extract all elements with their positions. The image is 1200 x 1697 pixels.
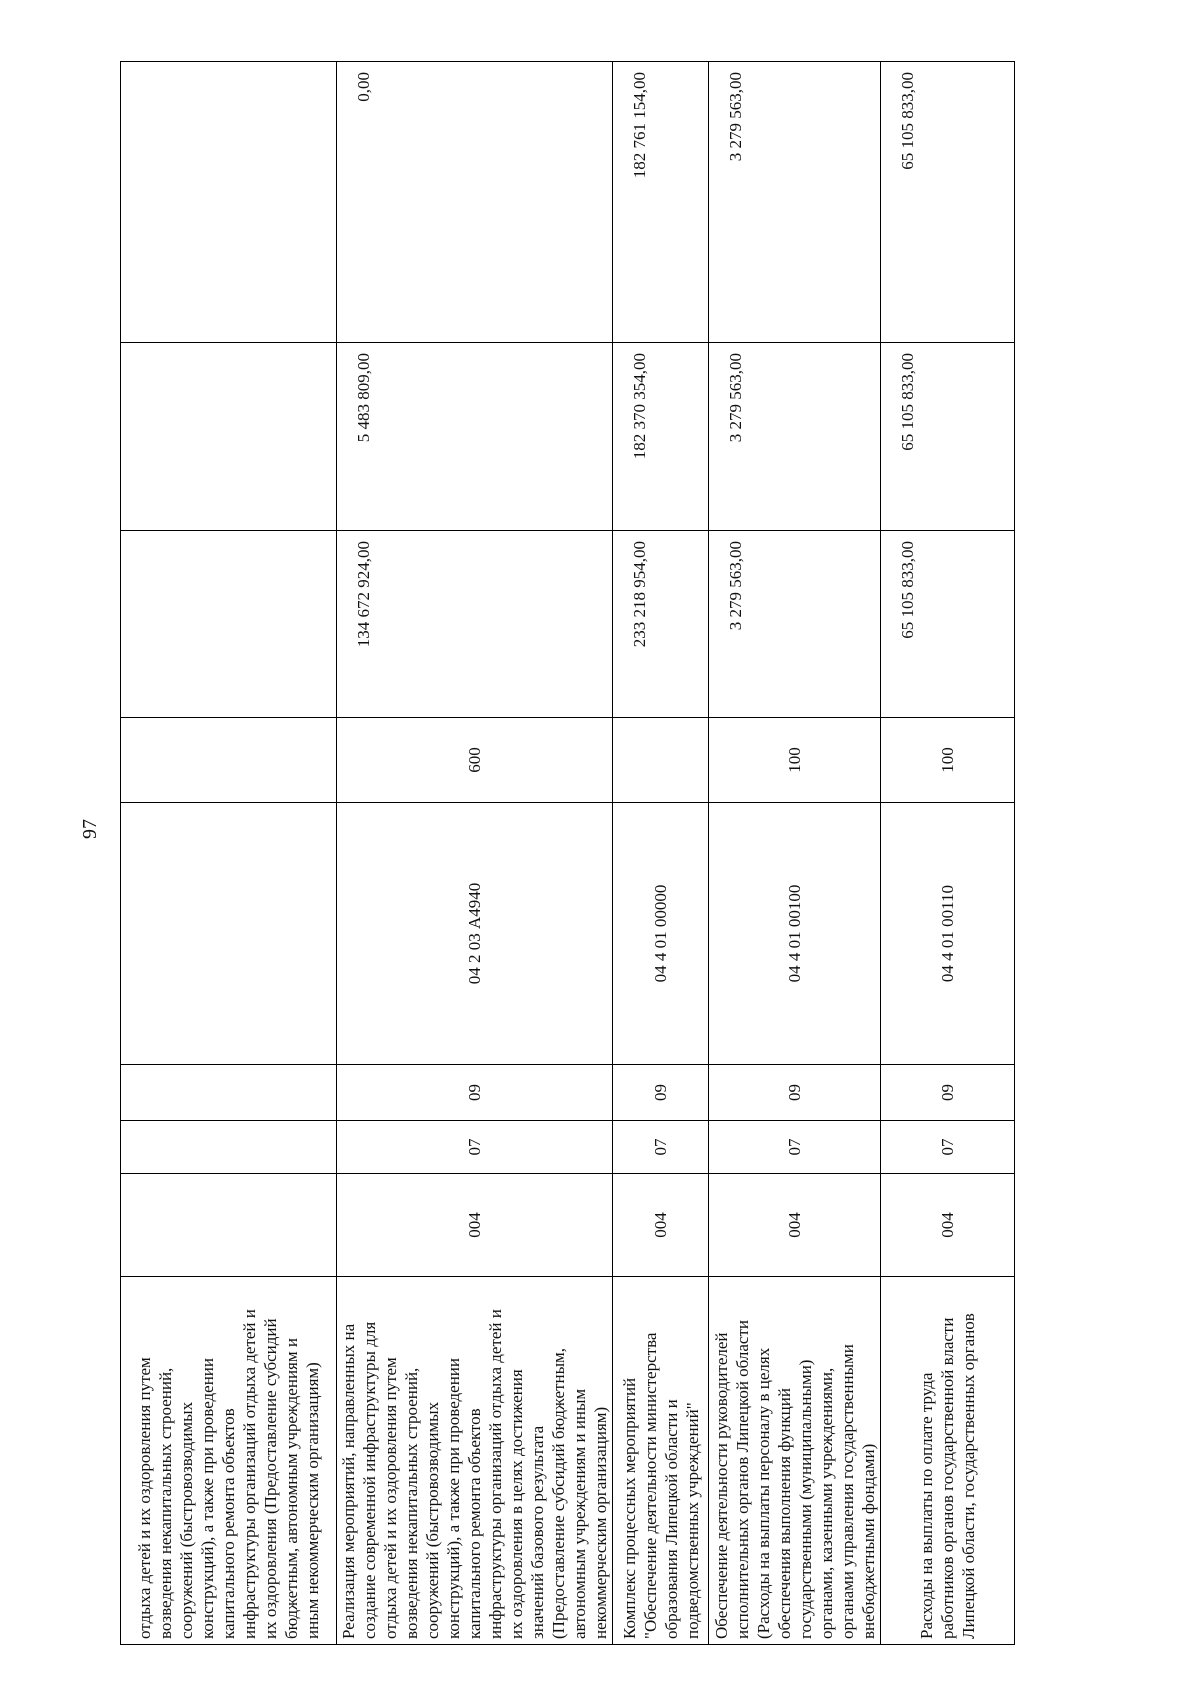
- description-line: Реализация мероприятий, направленных на: [339, 1323, 358, 1639]
- description-line: их оздоровления в целях достижения: [507, 1369, 526, 1639]
- description-line: Расходы на выплаты по оплате труда: [917, 1372, 936, 1639]
- page-number: 97: [78, 819, 101, 839]
- description-line: Комплекс процессных мероприятий: [619, 1377, 639, 1639]
- description-line: инфраструктуры организаций отдыха детей и: [240, 1309, 259, 1639]
- description-line: (Расходы на выплаты персоналу в целях: [753, 1347, 773, 1639]
- description-line: капитального ремонта объектов: [219, 1408, 238, 1639]
- section-code-cell: 07: [881, 1121, 1015, 1174]
- section-code-cell: 07: [709, 1121, 881, 1174]
- table-row: [613, 62, 709, 1645]
- amount-year2-cell: 182 370 354,00: [613, 343, 709, 531]
- description-cell: [881, 1277, 1015, 1645]
- target-article-cell: 04 4 01 00000: [613, 803, 709, 1065]
- expense-type-cell: 100: [709, 718, 881, 803]
- expense-type-cell: 600: [337, 718, 613, 803]
- subsection-code-cell: 09: [881, 1065, 1015, 1121]
- amount-year3-cell: 65 105 833,00: [881, 62, 1015, 343]
- amount-year3-cell: 0,00: [337, 62, 613, 343]
- amount-year2-cell: 65 105 833,00: [881, 343, 1015, 531]
- ministry-code-cell: 004: [709, 1174, 881, 1277]
- description-line: возведения некапитальных строений,: [402, 1367, 421, 1639]
- amount-year1-cell: [121, 531, 337, 718]
- section-code-cell: 07: [613, 1121, 709, 1174]
- ministry-code-cell: [121, 1174, 337, 1277]
- target-article-cell: 04 2 03 А4940: [337, 803, 613, 1065]
- description-line: обеспечения выполнения функций: [774, 1388, 794, 1639]
- amount-year1-cell: 3 279 563,00: [709, 531, 881, 718]
- section-code-cell: [121, 1121, 337, 1174]
- description-line: инфраструктуры организаций отдыха детей и: [486, 1309, 505, 1639]
- amount-year2-cell: 5 483 809,00: [337, 343, 613, 531]
- description-line: сооружений (быстровозводимых: [423, 1401, 442, 1639]
- description-cell: [613, 1277, 709, 1645]
- description-line: капитального ремонта объектов: [465, 1408, 484, 1639]
- target-article-cell: 04 4 01 00100: [709, 803, 881, 1065]
- target-article-cell: 04 4 01 00110: [881, 803, 1015, 1065]
- table-row: [881, 62, 1015, 1645]
- description-line: некоммерческим организациям): [591, 1406, 610, 1639]
- amount-year3-cell: 182 761 154,00: [613, 62, 709, 343]
- budget-table-wrapper: [120, 62, 1006, 1645]
- amount-year2-cell: [121, 343, 337, 531]
- subsection-code-cell: 09: [613, 1065, 709, 1121]
- section-code-cell: 07: [337, 1121, 613, 1174]
- description-line: возведения некапитальных строений,: [156, 1367, 175, 1639]
- amount-year1-cell: 134 672 924,00: [337, 531, 613, 718]
- description-line: "Обеспечение деятельности министерства: [640, 1332, 660, 1639]
- amount-year1-cell: 65 105 833,00: [881, 531, 1015, 718]
- description-line: работников органов государственной власти: [938, 1317, 957, 1639]
- description-line: государственными (муниципальными): [795, 1359, 815, 1639]
- description-line: значений базового результата: [528, 1425, 547, 1639]
- table-row: [337, 62, 613, 1645]
- description-line: Липецкой области, государственных органов: [959, 1313, 978, 1639]
- description-line: органами управления государственными: [837, 1344, 857, 1639]
- amount-year1-cell: 233 218 954,00: [613, 531, 709, 718]
- description-cell: [121, 1277, 337, 1645]
- description-line: органами, казенными учреждениями,: [816, 1367, 836, 1639]
- target-article-cell: [121, 803, 337, 1065]
- description-line: создание современной инфраструктуры для: [360, 1321, 379, 1639]
- description-line: (Предоставление субсидий бюджетным,: [549, 1347, 568, 1639]
- description-line: внебюджетными фондами): [858, 1443, 878, 1639]
- description-cell: [709, 1277, 881, 1645]
- description-cell: [337, 1277, 613, 1645]
- description-line: бюджетным, автономным учреждениям и: [282, 1338, 301, 1639]
- expense-type-cell: 100: [881, 718, 1015, 803]
- description-line: подведомственных учреждений": [682, 1402, 702, 1639]
- description-line: Обеспечение деятельности руководителей: [711, 1332, 731, 1639]
- description-line: их оздоровления (Предоставление субсидий: [261, 1318, 280, 1639]
- description-line: исполнительных органов Липецкой области: [732, 1319, 752, 1639]
- budget-table: [120, 61, 1015, 1645]
- ministry-code-cell: 004: [613, 1174, 709, 1277]
- description-line: иным некоммерческим организациям): [303, 1362, 322, 1639]
- description-line: отдыха детей и их оздоровления путем: [135, 1357, 154, 1639]
- description-line: автономным учреждениям и иным: [570, 1388, 589, 1639]
- subsection-code-cell: 09: [709, 1065, 881, 1121]
- expense-type-cell: [613, 718, 709, 803]
- amount-year2-cell: 3 279 563,00: [709, 343, 881, 531]
- description-line: конструкций), а также при проведении: [444, 1358, 463, 1639]
- description-line: конструкций), а также при проведении: [198, 1358, 217, 1639]
- description-line: сооружений (быстровозводимых: [177, 1401, 196, 1639]
- ministry-code-cell: 004: [337, 1174, 613, 1277]
- description-line: отдыха детей и их оздоровления путем: [381, 1357, 400, 1639]
- amount-year3-cell: 3 279 563,00: [709, 62, 881, 343]
- expense-type-cell: [121, 718, 337, 803]
- table-body: [121, 62, 1015, 1645]
- table-row: [121, 62, 337, 1645]
- table-row: [709, 62, 881, 1645]
- amount-year3-cell: [121, 62, 337, 343]
- ministry-code-cell: 004: [881, 1174, 1015, 1277]
- description-line: образования Липецкой области и: [661, 1399, 681, 1639]
- subsection-code-cell: 09: [337, 1065, 613, 1121]
- subsection-code-cell: [121, 1065, 337, 1121]
